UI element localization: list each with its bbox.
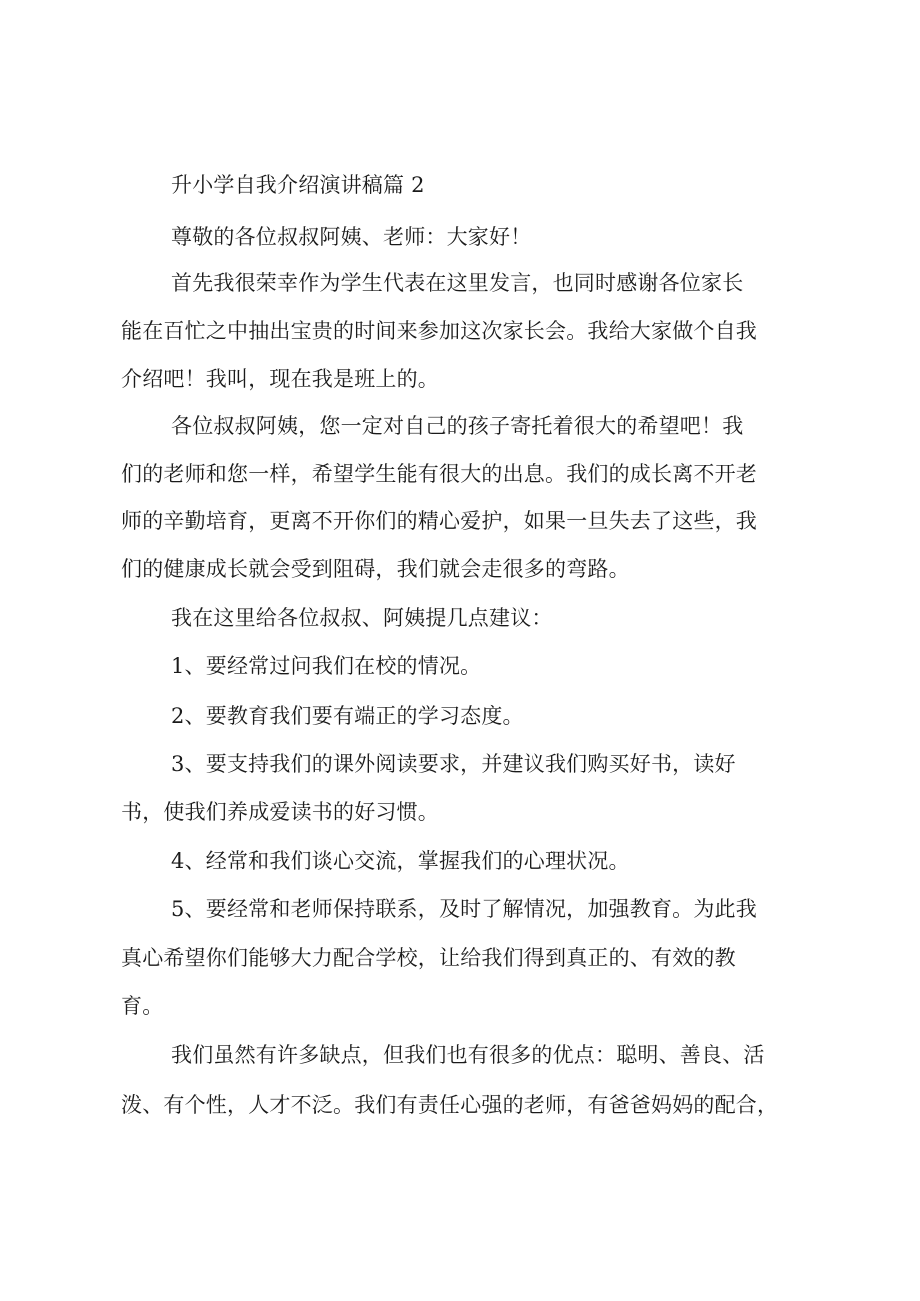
paragraph-line: 各位叔叔阿姨，您一定对自己的孩子寄托着很大的希望吧！我 [171,414,744,438]
paragraph-line: 我们虽然有许多缺点，但我们也有很多的优点：聪明、善良、活 [171,1043,765,1067]
document-title: 升小学自我介绍演讲稿篇 2 [171,173,425,197]
paragraph-line: 师的辛勤培育，更离不开你们的精心爱护，如果一旦失去了这些，我 [121,509,757,533]
paragraph-line: 们的老师和您一样，希望学生能有很大的出息。我们的成长离不开老 [121,462,757,486]
list-item: 2、要教育我们要有端正的学习态度。 [171,704,524,728]
paragraph-line: 首先我很荣幸作为学生代表在这里发言，也同时感谢各位家长 [171,271,744,295]
list-item: 1、要经常过问我们在校的情况。 [171,654,482,678]
list-item: 5、要经常和老师保持联系，及时了解情况，加强教育。为此我 [171,897,757,921]
paragraph-line: 能在百忙之中抽出宝贵的时间来参加这次家长会。我给大家做个自我 [121,319,757,343]
paragraph-line: 泼、有个性，人才不泛。我们有责任心强的老师，有爸爸妈妈的配合， [121,1093,779,1117]
list-item-continuation: 书，使我们养成爱读书的好习惯。 [121,800,439,824]
list-item: 3、要支持我们的课外阅读要求，并建议我们购买好书，读好 [171,752,736,776]
list-item: 4、经常和我们谈心交流，掌握我们的心理状况。 [171,849,630,873]
paragraph-line: 我在这里给各位叔叔、阿姨提几点建议： [171,606,553,630]
list-item-continuation: 育。 [121,994,164,1018]
greeting-line: 尊敬的各位叔叔阿姨、老师：大家好！ [171,225,532,249]
paragraph-line: 们的健康成长就会受到阻碍，我们就会走很多的弯路。 [121,557,630,581]
paragraph-line: 介绍吧！我叫，现在我是班上的。 [121,367,439,391]
list-item-continuation: 真心希望你们能够大力配合学校，让给我们得到真正的、有效的教 [121,946,736,970]
